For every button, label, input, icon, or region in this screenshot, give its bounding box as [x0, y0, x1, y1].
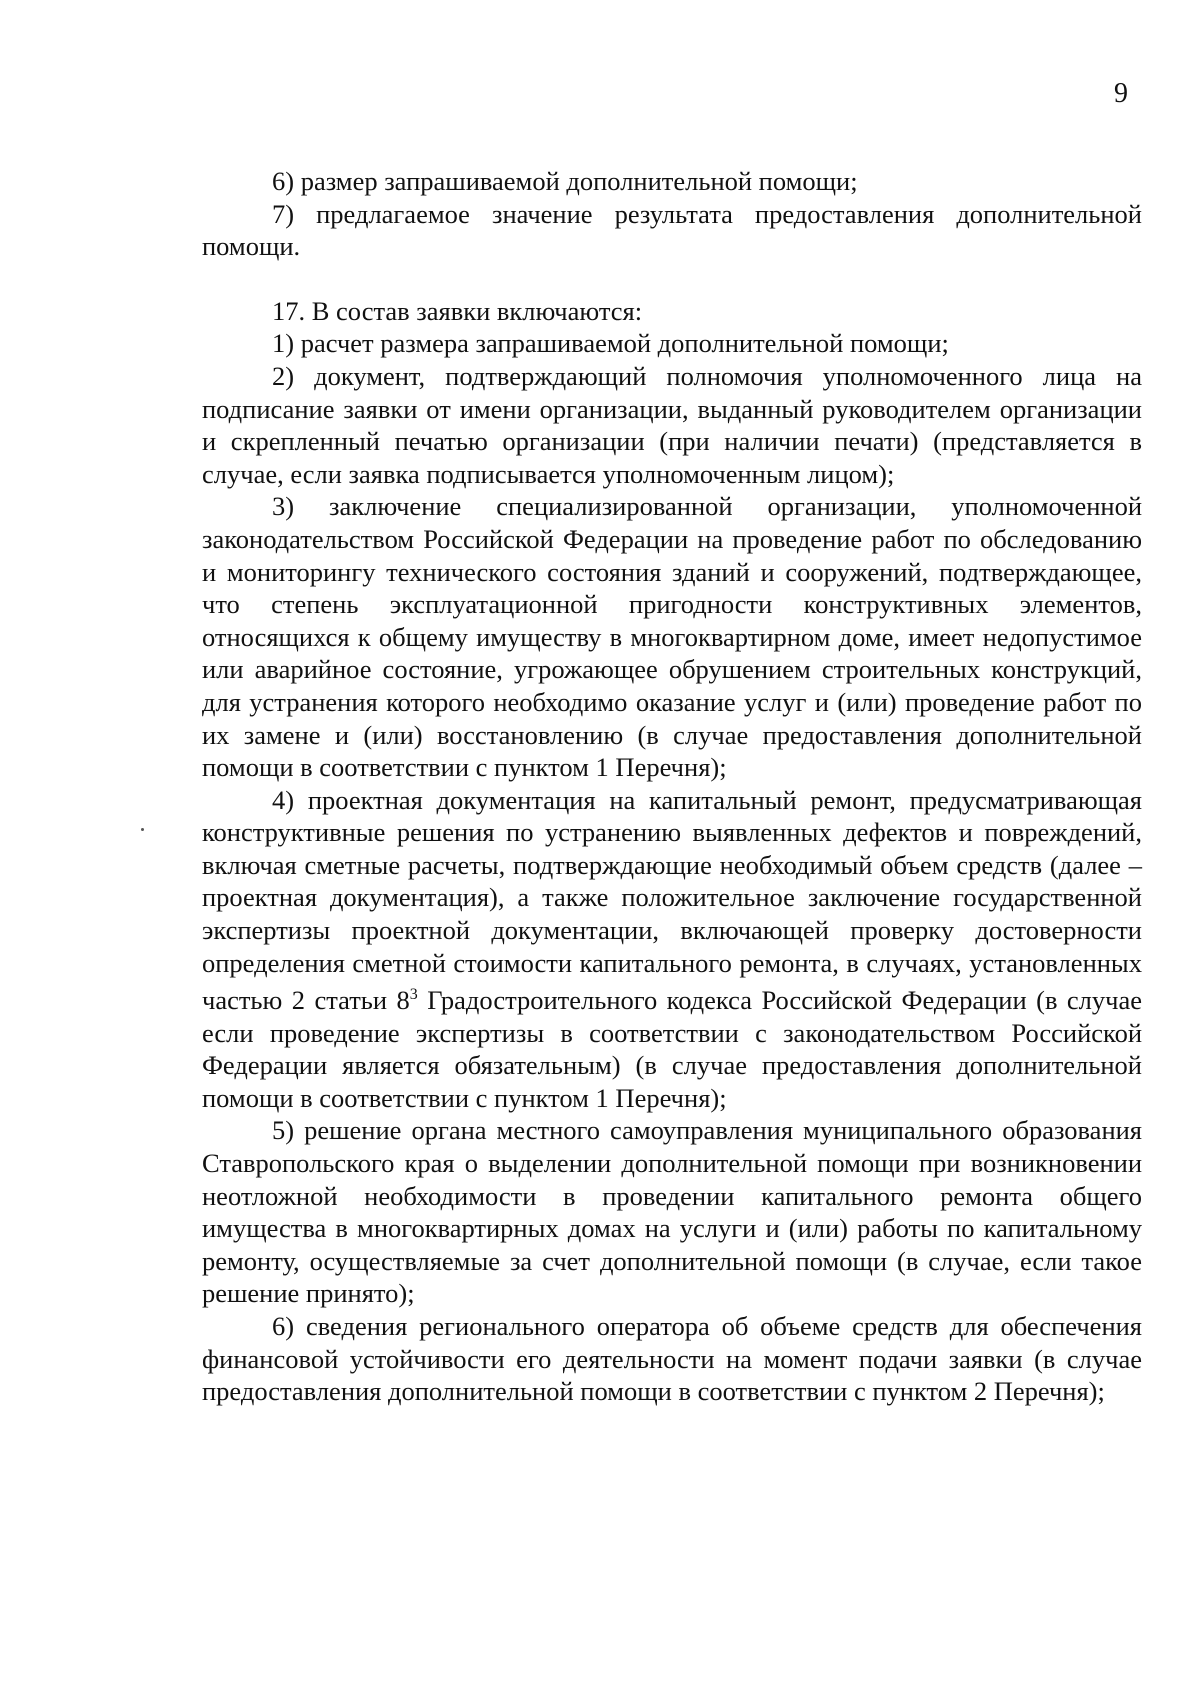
- page-number: 9: [1114, 78, 1128, 109]
- subitem-4-text-part1: 4) проектная документация на капитальный ремонт, предусматривающая конструктивные решения по устранению выявленных дефектов и повреждений, включая сметные расчеты, подтверждающие необходимый объем средств (далее – проектная документация), а также положительное заключение государственной экспертизы проектной документации, включающей проверку достоверности определения сметной стоимости капитального ремонта, в случаях, установленных частью 2 статьи 8: [202, 784, 1142, 1016]
- subitem-4-text-part2: Градостроительного кодекса Российской Федерации (в случае если проведение экспертизы в соответствии с законодательством Российской Федерации является обязательным) (в случае предоставления дополнительной помощи в соответствии с пунктом 1 Перечня);: [202, 985, 1143, 1113]
- clause-17-subitem-3: 3) заключение специализированной организации, уполномоченной законодательством Российской Федерации на проведение работ по обследованию и мониторингу технического состояния зданий и сооружений, подтверждающее, что степень эксплуатационной пригодности конструктивных элементов, относящихся к общему имуществу в многоквартирном доме, имеет недопустимое или аварийное состояние, угрожающее обрушением строительных конструкций, для устранения которого необходимо оказание услуг и (или) проведение работ по их замене и (или) восстановлению (в случае предоставления дополнительной помощи в соответствии с пунктом 1 Перечня);: [202, 491, 1142, 783]
- paragraph-gap: [202, 263, 1142, 295]
- clause-17-subitem-1: 1) расчет размера запрашиваемой дополнительной помощи;: [272, 328, 949, 359]
- item-7: 7) предлагаемое значение результата предоставления дополнительной помощи.: [202, 198, 1142, 262]
- margin-dot: [141, 828, 144, 831]
- clause-17-heading: 17. В состав заявки включаются:: [272, 295, 643, 326]
- document-body: [202, 165, 1142, 1408]
- article-superscript: 3: [409, 986, 418, 1004]
- clause-17-subitem-5: 5) решение органа местного самоуправления муниципального образования Ставропольского края о выделении дополнительной помощи при возникновении неотложной необходимости в проведении капитального ремонта общего имущества в многоквартирных домах на услуги и (или) работы по капитальному ремонту, осуществляемые за счет дополнительной помощи (в случае, если такое решение принято);: [202, 1115, 1142, 1309]
- clause-17-subitem-4: [202, 784, 1142, 1115]
- item-6: 6) размер запрашиваемой дополнительной помощи;: [272, 166, 858, 196]
- clause-17-subitem-6: 6) сведения регионального оператора об объеме средств для обеспечения финансовой устойчивости его деятельности на момент подачи заявки (в случае предоставления дополнительной помощи в соответствии с пунктом 2 Перечня);: [202, 1311, 1142, 1407]
- clause-17-subitem-2: 2) документ, подтверждающий полномочия уполномоченного лица на подписание заявки от имени организации, выданный руководителем организации и скрепленный печатью организации (при наличии печати) (представляется в случае, если заявка подписывается уполномоченным лицом);: [202, 360, 1142, 489]
